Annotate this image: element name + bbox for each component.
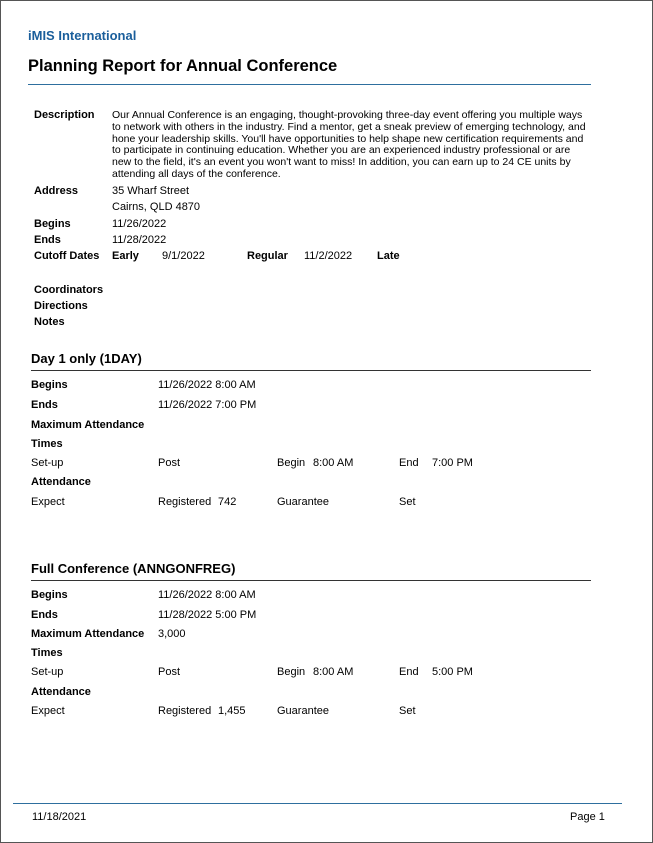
organization-name: iMIS International — [28, 28, 137, 43]
footer-rule — [13, 803, 622, 804]
registered-label: Registered — [158, 496, 212, 508]
address-line2: Cairns, QLD 4870 — [112, 201, 201, 213]
max-attendance-label: Maximum Attendance — [31, 419, 145, 431]
early-label: Early — [112, 250, 139, 262]
early-date: 9/1/2022 — [162, 250, 205, 262]
late-label: Late — [377, 250, 400, 262]
end-label: End — [399, 666, 419, 678]
setup-label: Set-up — [31, 457, 64, 469]
directions-label: Directions — [34, 300, 88, 312]
address-label: Address — [34, 185, 79, 197]
event-description: Our Annual Conference is an engaging, thought-provoking three-day event offering you multiple ways to network with others in the industry. Find a mentor, get a sneak preview of emerging technology, and hone your leadership skills. You'll have opportunities to help shape new certification requirements and to participate in continuing education. Whether you are an experienced industry professional or are new to the field, it's an event you won't want to miss! In addition, you can earn up to 24 CE units by attending all days of the conference. — [112, 109, 586, 180]
notes-label: Notes — [34, 316, 65, 328]
event-ends: 11/28/2022 — [112, 234, 167, 246]
function-ends: 11/26/2022 7:00 PM — [158, 399, 257, 411]
registered-count: 1,455 — [218, 705, 246, 717]
post-label: Post — [158, 457, 181, 469]
description-label: Description — [34, 109, 95, 121]
function-begins: 11/26/2022 8:00 AM — [158, 379, 256, 391]
function-rule — [31, 580, 591, 581]
address-line1: 35 Wharf Street — [112, 185, 190, 197]
function-rule — [31, 370, 591, 371]
max-attendance: 3,000 — [158, 628, 186, 640]
registered-label: Registered — [158, 705, 212, 717]
attendance-label: Attendance — [31, 686, 91, 698]
post-label: Post — [158, 666, 181, 678]
max-attendance-label: Maximum Attendance — [31, 628, 145, 640]
registered-count: 742 — [218, 496, 237, 508]
guarantee-label: Guarantee — [277, 705, 329, 717]
begin-label: Begin — [277, 457, 306, 469]
begin-label: Begin — [277, 666, 306, 678]
coordinators-label: Coordinators — [34, 284, 104, 296]
function-begins: 11/26/2022 8:00 AM — [158, 589, 256, 601]
page-number: Page 1 — [570, 811, 605, 823]
cutoff-dates-label: Cutoff Dates — [34, 250, 100, 262]
expect-label: Expect — [31, 496, 65, 508]
end-time: 7:00 PM — [432, 457, 473, 469]
guarantee-label: Guarantee — [277, 496, 329, 508]
regular-label: Regular — [247, 250, 288, 262]
regular-date: 11/2/2022 — [304, 250, 353, 262]
expect-label: Expect — [31, 705, 65, 717]
begins-label: Begins — [34, 218, 71, 230]
function-title: Day 1 only (1DAY) — [31, 351, 142, 366]
end-time: 5:00 PM — [432, 666, 473, 678]
end-label: End — [399, 457, 419, 469]
times-label: Times — [31, 438, 63, 450]
times-label: Times — [31, 647, 63, 659]
setup-label: Set-up — [31, 666, 64, 678]
set-label: Set — [399, 496, 416, 508]
function-ends-label: Ends — [31, 399, 58, 411]
footer-date: 11/18/2021 — [32, 811, 87, 823]
begin-time: 8:00 AM — [313, 666, 354, 678]
header-rule — [28, 84, 591, 85]
event-begins: 11/26/2022 — [112, 218, 167, 230]
ends-label: Ends — [34, 234, 61, 246]
function-ends-label: Ends — [31, 609, 58, 621]
report-title: Planning Report for Annual Conference — [28, 57, 338, 75]
function-begins-label: Begins — [31, 379, 68, 391]
function-title: Full Conference (ANNGONFREG) — [31, 561, 236, 576]
function-ends: 11/28/2022 5:00 PM — [158, 609, 257, 621]
begin-time: 8:00 AM — [313, 457, 354, 469]
function-begins-label: Begins — [31, 589, 68, 601]
set-label: Set — [399, 705, 416, 717]
attendance-label: Attendance — [31, 476, 91, 488]
